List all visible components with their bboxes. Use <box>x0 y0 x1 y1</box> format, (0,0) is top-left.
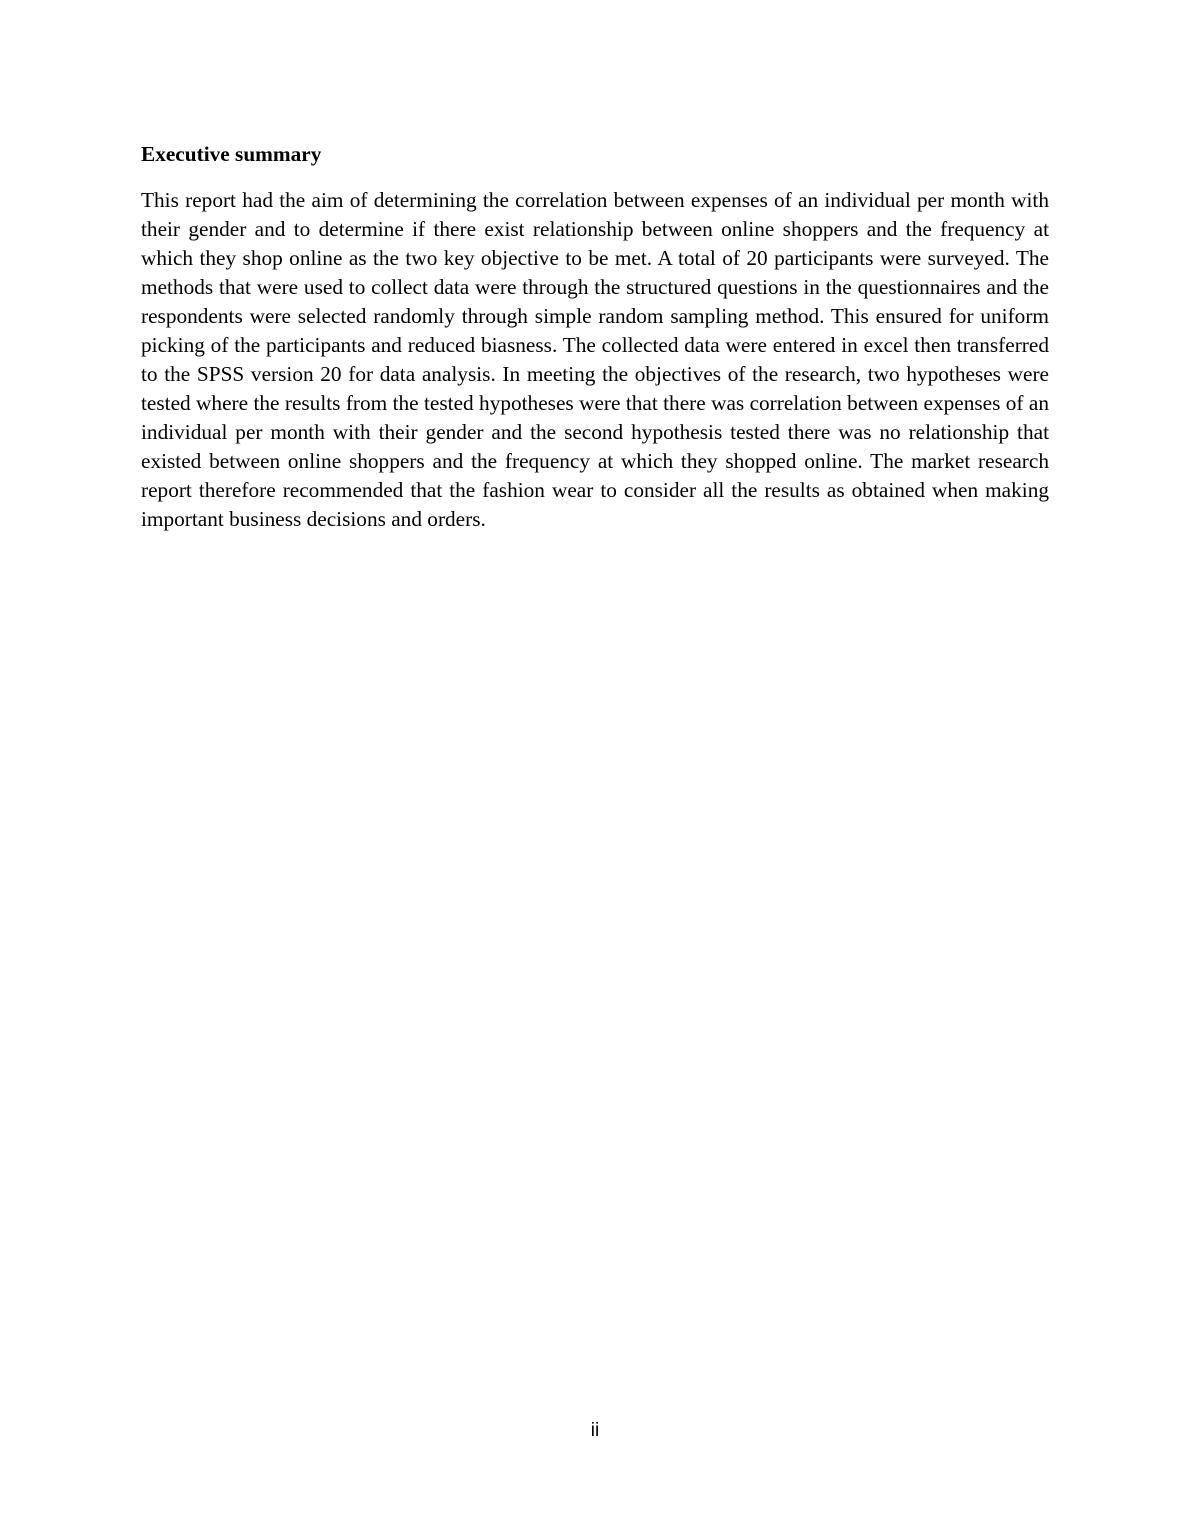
page-content <box>141 140 1049 534</box>
page-number: ii <box>590 1420 600 1441</box>
section-heading: Executive summary <box>141 142 322 166</box>
summary-paragraph: This report had the aim of determining the correlation between expenses of an individual per month with their gender and to determine if there exist relationship between online shoppers and the frequency at which they shop online as the two key objective to be met. A total of 20 participants were surveyed. The methods that were used to collect data were through the structured questions in the questionnaires and the respondents were selected randomly through simple random sampling method. This ensured for uniform picking of the participants and reduced biasness. The collected data were entered in excel then transferred to the SPSS version 20 for data analysis. In meeting the objectives of the research, two hypotheses were tested where the results from the tested hypotheses were that there was correlation between expenses of an individual per month with their gender and the second hypothesis tested there was no relationship that existed between online shoppers and the frequency at which they shopped online. The market research report therefore recommended that the fashion wear to consider all the results as obtained when making important business decisions and orders. <box>141 188 1049 531</box>
